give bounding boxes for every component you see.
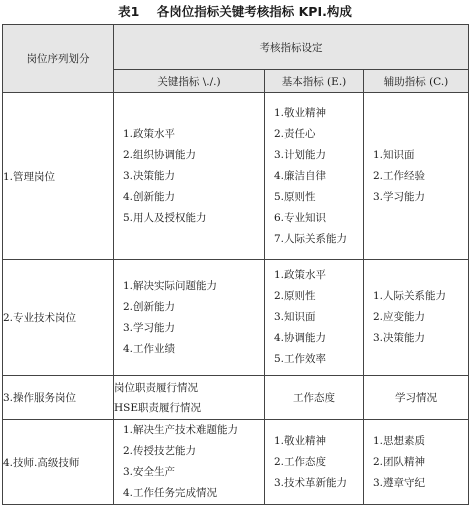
list-item: 1.解决实际问题能力	[123, 279, 218, 292]
list-item: 3.技术革新能力	[274, 476, 348, 489]
aux-indicators-cell	[364, 420, 469, 505]
basic-indicators-cell	[265, 93, 364, 260]
list-item: 2.创新能力	[123, 300, 176, 313]
list-item: 3.安全生产	[123, 466, 176, 478]
table-row	[3, 93, 469, 260]
list-item: 1.人际关系能力	[373, 290, 447, 302]
list-item: 4.创新能力	[123, 190, 176, 203]
key-indicators-cell	[114, 260, 265, 376]
row-position: 4.技师.高级技师	[3, 420, 114, 505]
list-item: 2.责任心	[274, 127, 316, 140]
list-item: 5.原则性	[274, 190, 316, 203]
table-row	[3, 420, 469, 505]
list-item: 2.应变能力	[373, 311, 426, 323]
list-item: HSE职责履行情况	[114, 401, 202, 414]
header-basic-indicators: 基本指标 (E.)	[265, 70, 364, 93]
list-item: 3.学习能力	[373, 190, 426, 203]
list-item: 4.廉洁自律	[274, 169, 327, 182]
basic-indicators-cell	[265, 260, 364, 376]
list-item: 2.工作经验	[373, 169, 426, 182]
row-position: 3.操作服务岗位	[3, 376, 114, 420]
list-item: 5.工作效率	[274, 353, 327, 365]
list-item: 3.遵章守纪	[373, 476, 426, 489]
aux-indicators-cell	[364, 260, 469, 376]
list-item: 1.思想素质	[373, 434, 426, 447]
list-item: 1.解决生产技术难题能力	[123, 424, 239, 436]
list-item: 1.知识面	[373, 148, 415, 161]
header-indicator-group: 考核指标设定	[114, 25, 469, 70]
row-position: 1.管理岗位	[3, 93, 114, 260]
caption-label: 表1	[118, 4, 140, 19]
list-item: 3.计划能力	[274, 148, 327, 161]
list-item: 4.工作业绩	[123, 342, 176, 355]
list-item: 3.决策能力	[373, 332, 426, 344]
list-item: 3.决策能力	[123, 169, 176, 182]
aux-indicators-cell: 学习情况	[364, 376, 469, 420]
list-item: 6.专业知识	[274, 211, 327, 224]
list-item: 5.用人及授权能力	[123, 211, 207, 224]
header-aux-indicators: 辅助指标 (C.)	[364, 70, 469, 93]
list-item: 2.工作态度	[274, 455, 327, 468]
caption-text: 各岗位指标关键考核指标 KPI.构成	[156, 4, 352, 19]
list-item: 1.政策水平	[274, 269, 327, 281]
row-position: 2.专业技术岗位	[3, 260, 114, 376]
list-item: 1.政策水平	[123, 127, 176, 140]
list-item: 7.人际关系能力	[274, 232, 348, 245]
list-item: 3.知识面	[274, 311, 316, 323]
table-row	[3, 260, 469, 376]
key-indicators-cell	[114, 420, 265, 505]
list-item: 2.组织协调能力	[123, 148, 197, 161]
key-indicators-cell	[114, 93, 265, 260]
list-item: 3.学习能力	[123, 321, 176, 334]
header-position-column: 岗位序列划分	[3, 25, 114, 93]
table-row	[3, 376, 469, 420]
list-item: 1.敬业精神	[274, 434, 327, 447]
list-item: 岗位职责履行情况	[114, 381, 198, 394]
list-item: 2.团队精神	[373, 455, 426, 468]
basic-indicators-cell	[265, 420, 364, 505]
list-item: 2.原则性	[274, 290, 316, 302]
list-item: 4.工作任务完成情况	[123, 487, 218, 499]
aux-indicators-cell	[364, 93, 469, 260]
basic-indicators-cell: 工作态度	[265, 376, 364, 420]
list-item: 2.传授技艺能力	[123, 445, 197, 457]
table-caption	[0, 3, 470, 21]
key-indicators-cell	[114, 376, 265, 420]
list-item: 1.敬业精神	[274, 106, 327, 119]
kpi-table	[2, 24, 469, 505]
header-key-indicators: 关键指标 \./.)	[114, 70, 265, 93]
list-item: 4.协调能力	[274, 332, 327, 344]
